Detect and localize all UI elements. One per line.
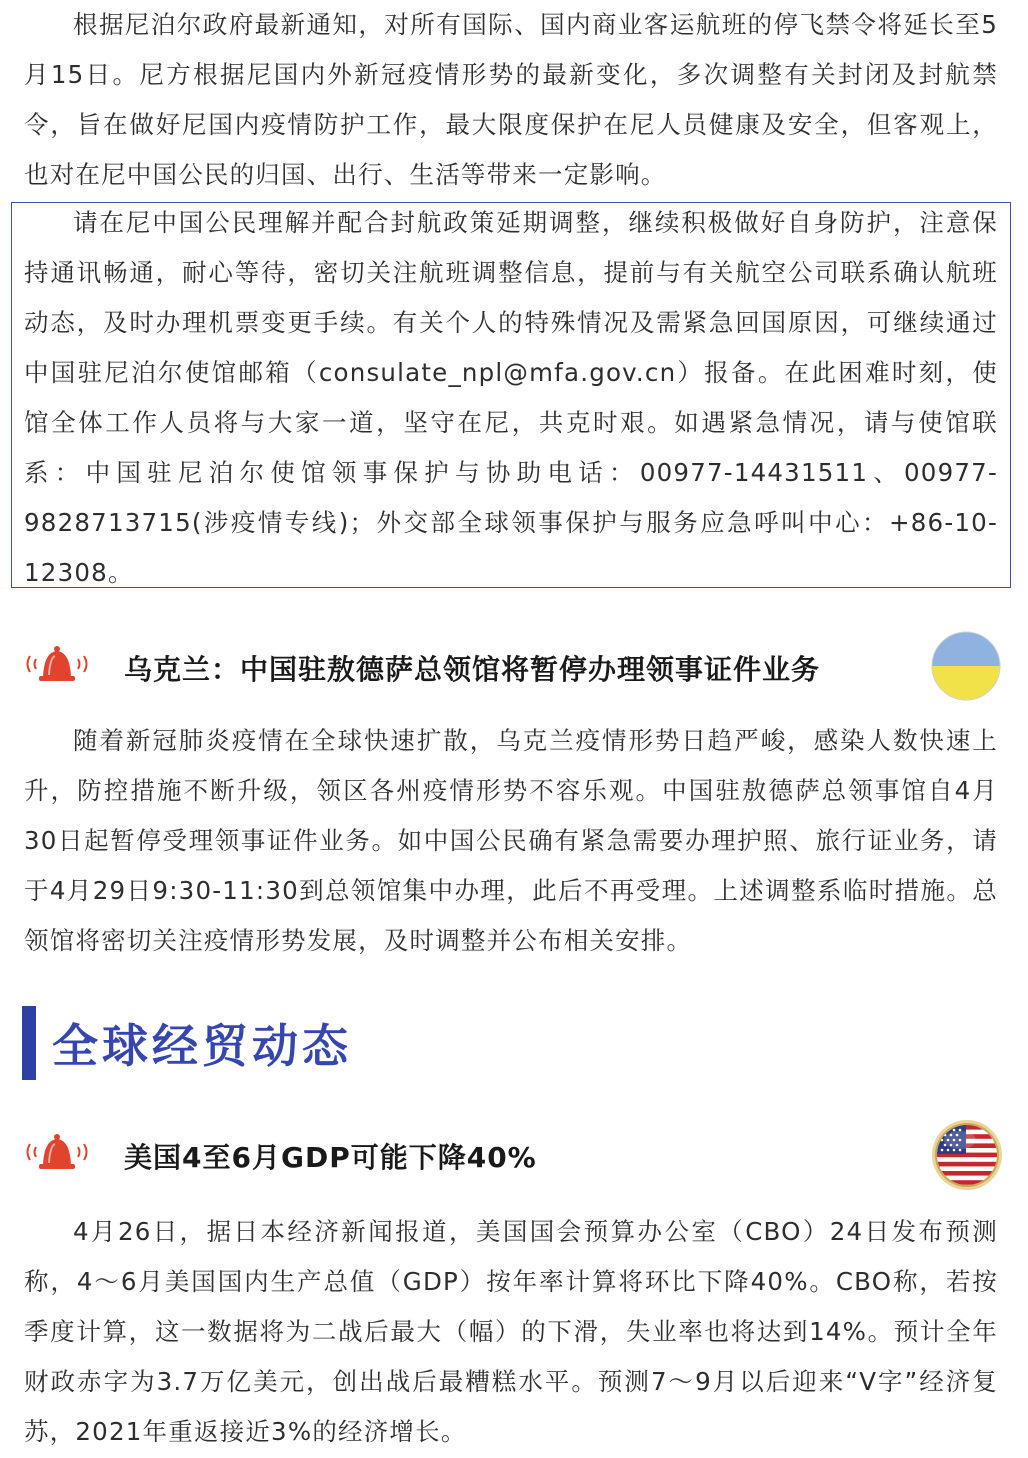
usa-title: 美国4至6月GDP可能下降40% [124,1141,537,1174]
ukraine-item-header [0,630,1028,700]
usa-item-header [0,1118,1028,1188]
alarm-bell-icon [22,1132,92,1176]
alarm-bell-icon [22,644,92,688]
us-flag-icon [930,1118,1004,1192]
ukraine-title: 乌克兰：中国驻敖德萨总领馆将暂停办理领事证件业务 [124,653,821,686]
section-title: 全球经贸动态 [52,1019,352,1073]
nepal-paragraph-1: 根据尼泊尔政府最新通知，对所有国际、国内商业客运航班的停飞禁令将延长至5月15日。尼方根据尼国内外新冠疫情形势的最新变化，多次调整有关封闭及封航禁令，旨在做好尼国内疫情防护工作，最大限度保护在尼人员健康及安全，但客观上，也对在尼中国公民的归国、出行、生活等带来一定影响。 [24,10,998,189]
section-accent-bar [22,1006,36,1080]
usa-paragraph: 4月26日，据日本经济新闻报道，美国国会预算办公室（CBO）24日发布预测称，4～6月美国国内生产总值（GDP）按年率计算将环比下降40%。CBO称，若按季度计算，这一数据将为二战后最大（幅）的下滑，失业率也将达到14%。预计全年财政赤字为3.7万亿美元，创出战后最糟糕水平。预测7～9月以后迎来“V字”经济复苏，2021年重返接近3%的经济增长。 [24,1217,998,1446]
nepal-paragraph-2: 请在尼中国公民理解并配合封航政策延期调整，继续积极做好自身防护，注意保持通讯畅通，耐心等待，密切关注航班调整信息，提前与有关航空公司联系确认航班动态，及时办理机票变更手续。有关个人的特殊情况及需紧急回国原因，可继续通过中国驻尼泊尔使馆邮箱（consulate_npl@mfa.gov.cn）报备。在此困难时刻，使馆全体工作人员将与大家一道，坚守在尼，共克时艰。如遇紧急情况，请与使馆联系：中国驻尼泊尔使馆领事保护与协助电话：00977-14431511、00977-9828713715(涉疫情专线)；外交部全球领事保护与服务应急呼叫中心：+86-10-12308。 [24,208,998,587]
ukraine-paragraph: 随着新冠肺炎疫情在全球快速扩散，乌克兰疫情形势日趋严峻，感染人数快速上升，防控措施不断升级，领区各州疫情形势不容乐观。中国驻敖德萨总领事馆自4月30日起暂停受理领事证件业务。如中国公民确有紧急需要办理护照、旅行证业务，请于4月29日9:30-11:30到总领馆集中办理，此后不再受理。上述调整系临时措施。总领馆将密切关注疫情形势发展，及时调整并公布相关安排。 [24,726,998,955]
ukraine-flag-icon [930,630,1002,702]
